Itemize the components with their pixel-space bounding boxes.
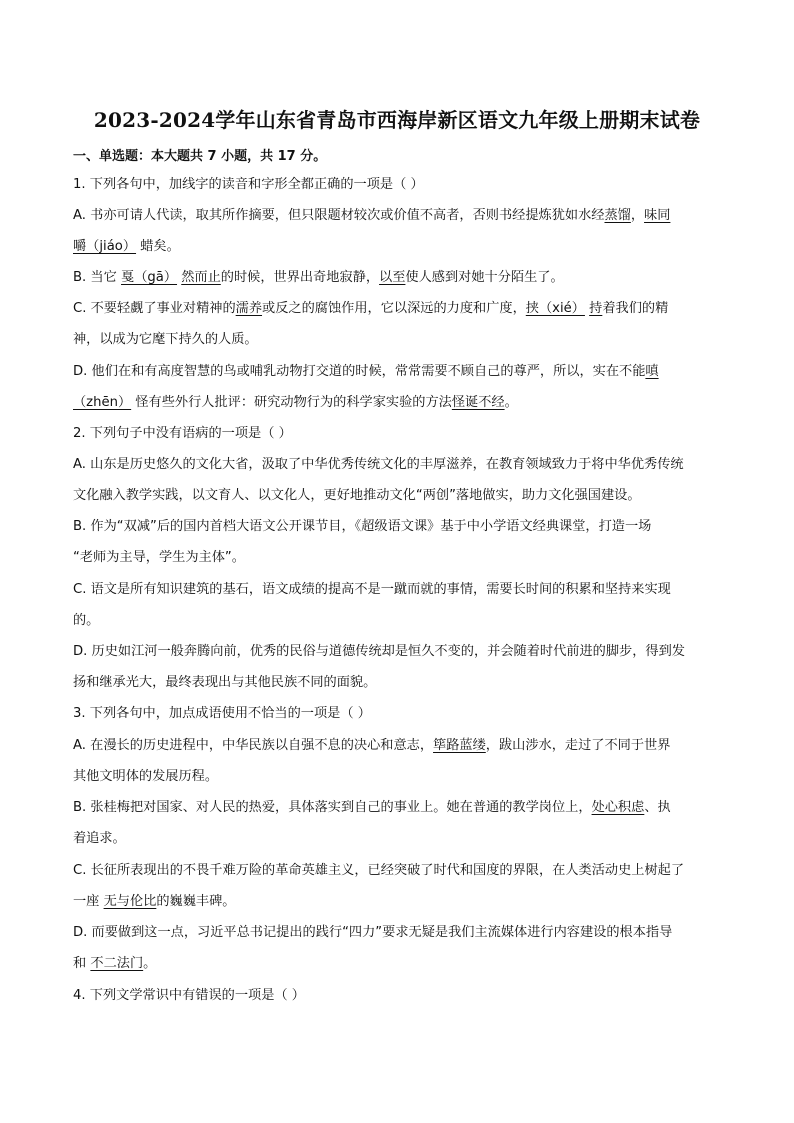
underlined-word: 嗔: [645, 364, 659, 379]
option-text: ，: [630, 208, 645, 223]
option-text: B. 当它: [73, 270, 117, 285]
underlined-word: 筚路蓝缕: [433, 738, 486, 753]
question-1-stem: 1. 下列各句中，加线字的读音和字形全都正确的一项是（ ）: [73, 177, 424, 192]
option-text: 。: [143, 956, 157, 971]
option-text: B. 张桂梅把对国家、对人民的热爱，具体落实到自己的事业上。她在普通的教学岗位上，: [73, 800, 592, 815]
question-3-option-c: C. 长征所表现出的不畏千难万险的革命英雄主义，已经突破了时代和国度的界限，在人类活动史上树起了: [73, 863, 685, 878]
question-2-stem: 2. 下列句子中没有语病的一项是（ ）: [73, 426, 292, 441]
question-2-option-b-cont: “老师为主导，学生为主体”。: [73, 550, 245, 565]
option-text: 一座: [73, 894, 100, 909]
option-text: 着我们的精: [602, 301, 669, 316]
option-text: 。: [504, 395, 518, 410]
question-1-option-d: [73, 362, 659, 382]
question-1-option-c-cont: 神，以成为它麾下持久的人质。: [73, 332, 258, 347]
option-text: A. 书亦可请人代读，取其所作摘要，但只限题材较次或价值不高者，否则书经提炼犹如水经: [73, 208, 605, 223]
option-text: A. 在漫长的历史进程中，中华民族以自强不息的决心和意志，: [73, 738, 434, 753]
option-text: 的时候，世界出奇地寂静，: [220, 270, 380, 285]
underlined-word: 然而止: [181, 270, 221, 285]
underlined-word: 处心积虑: [591, 800, 645, 815]
option-text: C. 不要轻觑了事业对精神的: [73, 301, 236, 316]
question-2-option-c-cont: 的。: [73, 613, 100, 628]
option-text: 、执: [644, 800, 671, 815]
section-heading: 一、单选题：本大题共 7 小题，共 17 分。: [73, 149, 327, 164]
question-1-option-b: [73, 268, 564, 288]
question-2-option-b: B. 作为“双减”后的国内首档大语文公开课节目，《超级语文课》基于中小学语文经典课堂，打造一场: [73, 519, 652, 534]
underlined-word: 戛（gā）: [121, 270, 178, 285]
question-3-option-d-cont: [73, 954, 156, 974]
underlined-word: 味同: [644, 208, 671, 223]
option-text: 使人感到对她十分陌生了。: [405, 270, 564, 285]
question-1-option-a-cont: [73, 237, 180, 257]
underlined-word: 不二法门: [90, 956, 144, 971]
underlined-word: 无与伦比: [103, 894, 157, 909]
question-3-option-a-cont: 其他文明体的发展历程。: [73, 769, 219, 784]
question-3-option-b: [73, 798, 671, 818]
underlined-word: 挟（xié）: [525, 301, 585, 316]
question-3-option-d: D. 而要做到这一点，习近平总书记提出的践行“四力”要求无疑是我们主流媒体进行内容建设的根本指导: [73, 925, 673, 940]
option-text: ，跋山涉水，走过了不同于世界: [485, 738, 671, 753]
underlined-word: 以至: [379, 270, 406, 285]
option-text: D. 他们在和有高度智慧的鸟或哺乳动物打交道的时候，常常需要不顾自己的尊严，所以，实在不能: [73, 364, 646, 379]
question-3-option-b-cont: 着追求。: [73, 831, 126, 846]
underlined-word: 濡养: [235, 301, 263, 316]
underlined-word: 怪诞不经: [451, 395, 505, 410]
question-3-option-c-cont: [73, 892, 235, 912]
question-1-option-d-cont: [73, 393, 518, 413]
question-2-option-c: C. 语文是所有知识建筑的基石，语文成绩的提高不是一蹴而就的事情，需要长时间的积累和坚持来实现: [73, 582, 671, 597]
underlined-word: 持: [589, 301, 603, 316]
option-text: 和: [73, 956, 87, 971]
question-4-stem: 4. 下列文学常识中有错误的一项是（ ）: [73, 988, 305, 1003]
question-2-option-a: A. 山东是历史悠久的文化大省，汲取了中华优秀传统文化的丰厚滋养，在教育领域致力于将中华优秀传统: [73, 457, 684, 472]
option-text: 的巍巍丰碑。: [156, 894, 236, 909]
question-3-stem: 3. 下列各句中，加点成语使用不恰当的一项是（ ）: [73, 706, 371, 721]
underlined-word: 嚼（jiáo）: [73, 239, 137, 254]
page-title: 2023-2024学年山东省青岛市西海岸新区语文九年级上册期末试卷: [93, 108, 701, 132]
underlined-word: （zhēn）: [73, 395, 132, 410]
question-2-option-d-cont: 扬和继承光大，最终表现出与其他民族不同的面貌。: [73, 675, 377, 690]
option-text: 怪有些外行人批评：研究动物行为的科学家实验的方法: [135, 395, 452, 410]
question-1-option-a: [73, 206, 670, 226]
option-text: 或反之的腐蚀作用，它以深远的力度和广度，: [262, 301, 526, 316]
question-2-option-d: D. 历史如江河一般奔腾向前，优秀的民俗与道德传统却是恒久不变的，并会随着时代前进的脚步，得到发: [73, 644, 685, 659]
question-3-option-a: [73, 736, 670, 756]
question-2-option-a-cont: 文化融入教学实践，以文育人、以文化人，更好地推动文化“两创”落地做实，助力文化强国建设。: [73, 488, 641, 503]
question-1-option-c: [73, 299, 668, 319]
option-text: 蜡矣。: [140, 239, 180, 254]
underlined-word: 蒸馏: [604, 208, 631, 223]
